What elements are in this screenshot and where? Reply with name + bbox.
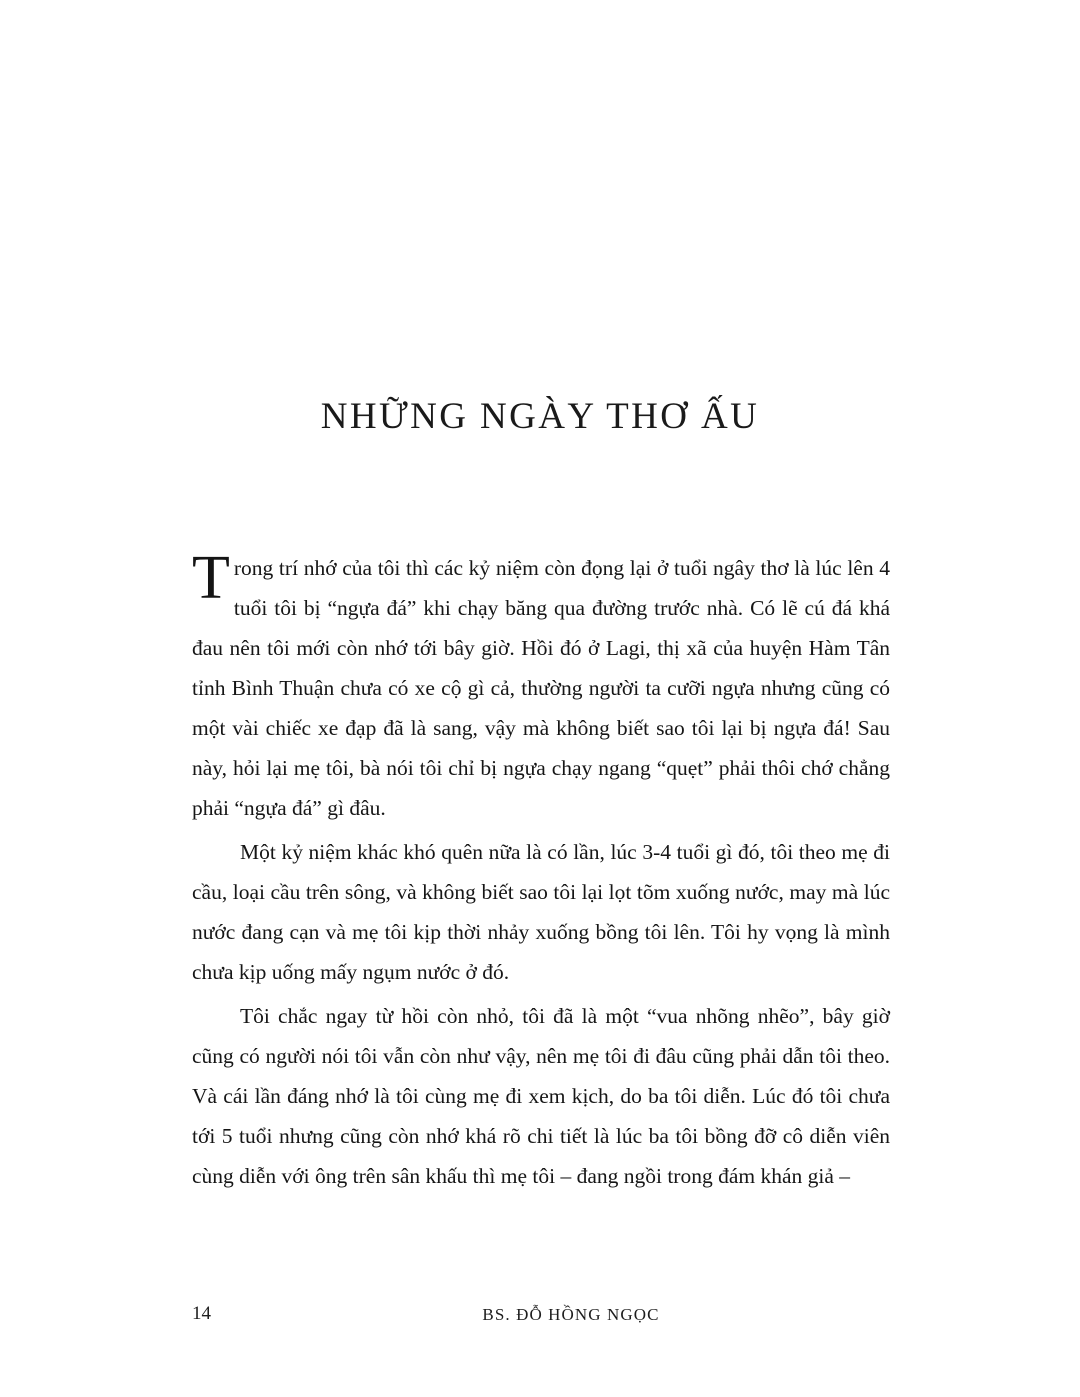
- body-text-block: [192, 544, 890, 1200]
- page-number: 14: [192, 1303, 211, 1324]
- paragraph-2: Một kỷ niệm khác khó quên nữa là có lần, lúc 3-4 tuổi gì đó, tôi theo mẹ đi cầu, loại cầu trên sông, và không biết sao tôi lại lọt tõm xuống nước, may mà lúc nước đang cạn và mẹ tôi kịp thời nhảy xuống bồng tôi lên. Tôi hy vọng là mình chưa kịp uống mấy ngụm nước ở đó.: [192, 840, 890, 984]
- paragraph-1: Trong trí nhớ của tôi thì các kỷ niệm còn đọng lại ở tuổi ngây thơ là lúc lên 4 tuổi tôi bị “ngựa đá” khi chạy băng qua đường trước nhà. Có lẽ cú đá khá đau nên tôi mới còn nhớ tới bây giờ. Hồi đó ở Lagi, thị xã của huyện Hàm Tân tỉnh Bình Thuận chưa có xe cộ gì cả, thường người ta cưỡi ngựa nhưng cũng có một vài chiếc xe đạp đã là sang, vậy mà không biết sao tôi lại bị ngựa đá! Sau này, hỏi lại mẹ tôi, bà nói tôi chỉ bị ngựa chạy ngang “quẹt” phải thôi chớ chẳng phải “ngựa đá” gì đâu.: [192, 544, 890, 820]
- running-head: BS. ĐỖ HỒNG NGỌC: [482, 1305, 660, 1324]
- paragraph-3: Tôi chắc ngay từ hồi còn nhỏ, tôi đã là một “vua nhõng nhẽo”, bây giờ cũng có người nói tôi vẫn còn như vậy, nên mẹ tôi đi đâu cũng phải dẫn tôi theo. Và cái lần đáng nhớ là tôi cùng mẹ đi xem kịch, do ba tôi diễn. Lúc đó tôi chưa tới 5 tuổi nhưng cũng còn nhớ khá rõ chi tiết là lúc ba tôi bồng đỡ cô diễn viên cùng diễn với ông trên sân khấu thì mẹ tôi – đang ngồi trong đám khán giả –: [192, 1004, 890, 1188]
- page-footer: [192, 1303, 888, 1327]
- chapter-title: NHỮNG NGÀY THƠ ẤU: [320, 395, 760, 437]
